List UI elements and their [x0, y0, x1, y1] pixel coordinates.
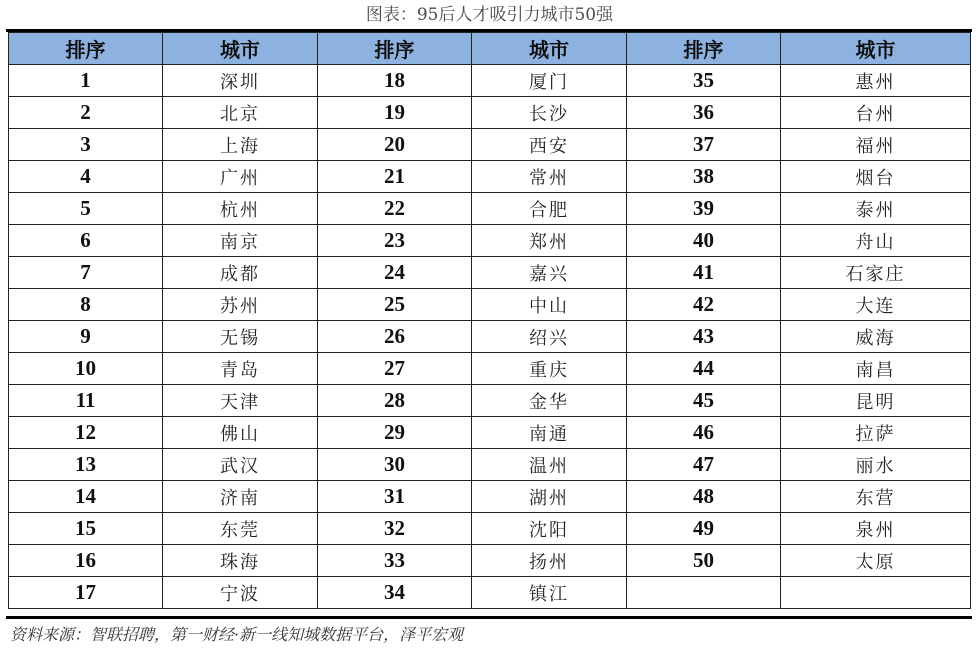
city-cell: 合肥 — [472, 193, 627, 225]
city-cell: 南通 — [472, 417, 627, 449]
header-city: 城市 — [163, 33, 318, 65]
city-cell: 东莞 — [163, 513, 318, 545]
rank-cell: 17 — [9, 577, 163, 609]
rank-cell: 42 — [627, 289, 781, 321]
city-cell: 拉萨 — [781, 417, 971, 449]
table-caption: 图表：95后人才吸引力城市50强 — [365, 5, 614, 25]
table-row — [9, 545, 971, 577]
city-cell: 镇江 — [472, 577, 627, 609]
table-row — [9, 129, 971, 161]
city-cell: 丽水 — [781, 449, 971, 481]
table-row — [9, 65, 971, 97]
city-cell: 青岛 — [163, 353, 318, 385]
city-cell: 太原 — [781, 545, 971, 577]
city-cell: 嘉兴 — [472, 257, 627, 289]
city-cell: 绍兴 — [472, 321, 627, 353]
city-cell — [781, 577, 971, 609]
city-cell: 惠州 — [781, 65, 971, 97]
city-cell: 郑州 — [472, 225, 627, 257]
rank-cell: 3 — [9, 129, 163, 161]
city-cell: 苏州 — [163, 289, 318, 321]
rank-cell: 18 — [318, 65, 472, 97]
source-note: 资料来源：智联招聘，第一财经·新一线知城数据平台，泽平宏观 — [10, 625, 464, 644]
header-city: 城市 — [472, 33, 627, 65]
city-cell: 烟台 — [781, 161, 971, 193]
rank-cell: 30 — [318, 449, 472, 481]
city-cell: 武汉 — [163, 449, 318, 481]
header-city: 城市 — [781, 33, 971, 65]
rank-cell — [627, 577, 781, 609]
table-row — [9, 97, 971, 129]
rank-cell: 34 — [318, 577, 472, 609]
rank-cell: 29 — [318, 417, 472, 449]
table-row — [9, 417, 971, 449]
rank-cell: 35 — [627, 65, 781, 97]
city-cell: 福州 — [781, 129, 971, 161]
rank-cell: 5 — [9, 193, 163, 225]
table-header-row — [9, 33, 971, 65]
table-body — [9, 65, 971, 609]
rank-cell: 32 — [318, 513, 472, 545]
table-row — [9, 513, 971, 545]
rank-cell: 27 — [318, 353, 472, 385]
rank-cell: 26 — [318, 321, 472, 353]
city-cell: 厦门 — [472, 65, 627, 97]
city-cell: 珠海 — [163, 545, 318, 577]
ranking-table — [8, 32, 971, 609]
rank-cell: 19 — [318, 97, 472, 129]
rank-cell: 31 — [318, 481, 472, 513]
city-cell: 沈阳 — [472, 513, 627, 545]
rank-cell: 9 — [9, 321, 163, 353]
rank-cell: 8 — [9, 289, 163, 321]
city-cell: 南京 — [163, 225, 318, 257]
rank-cell: 36 — [627, 97, 781, 129]
city-cell: 台州 — [781, 97, 971, 129]
rank-cell: 28 — [318, 385, 472, 417]
rank-cell: 16 — [9, 545, 163, 577]
city-cell: 威海 — [781, 321, 971, 353]
rank-cell: 4 — [9, 161, 163, 193]
rank-cell: 38 — [627, 161, 781, 193]
city-cell: 金华 — [472, 385, 627, 417]
rank-cell: 46 — [627, 417, 781, 449]
rank-cell: 45 — [627, 385, 781, 417]
city-cell: 东营 — [781, 481, 971, 513]
city-cell: 泰州 — [781, 193, 971, 225]
rank-cell: 43 — [627, 321, 781, 353]
table-row — [9, 225, 971, 257]
rank-cell: 11 — [9, 385, 163, 417]
city-cell: 常州 — [472, 161, 627, 193]
header-rank: 排序 — [627, 33, 781, 65]
city-cell: 长沙 — [472, 97, 627, 129]
header-rank: 排序 — [318, 33, 472, 65]
table-row — [9, 289, 971, 321]
rank-cell: 24 — [318, 257, 472, 289]
table-row — [9, 161, 971, 193]
city-cell: 石家庄 — [781, 257, 971, 289]
table-row — [9, 257, 971, 289]
table-row — [9, 353, 971, 385]
table-row — [9, 577, 971, 609]
city-cell: 上海 — [163, 129, 318, 161]
table-row — [9, 385, 971, 417]
city-cell: 天津 — [163, 385, 318, 417]
rank-cell: 25 — [318, 289, 472, 321]
rank-cell: 15 — [9, 513, 163, 545]
rank-cell: 20 — [318, 129, 472, 161]
city-cell: 成都 — [163, 257, 318, 289]
rank-cell: 23 — [318, 225, 472, 257]
rank-cell: 2 — [9, 97, 163, 129]
city-cell: 南昌 — [781, 353, 971, 385]
city-cell: 泉州 — [781, 513, 971, 545]
city-cell: 重庆 — [472, 353, 627, 385]
city-cell: 无锡 — [163, 321, 318, 353]
table-row — [9, 193, 971, 225]
rank-cell: 47 — [627, 449, 781, 481]
table-row — [9, 449, 971, 481]
city-cell: 扬州 — [472, 545, 627, 577]
city-cell: 广州 — [163, 161, 318, 193]
city-cell: 西安 — [472, 129, 627, 161]
rank-cell: 40 — [627, 225, 781, 257]
table-row — [9, 321, 971, 353]
rank-cell: 49 — [627, 513, 781, 545]
rank-cell: 14 — [9, 481, 163, 513]
city-cell: 杭州 — [163, 193, 318, 225]
rank-cell: 10 — [9, 353, 163, 385]
rank-cell: 6 — [9, 225, 163, 257]
bottom-rule — [6, 616, 972, 619]
rank-cell: 21 — [318, 161, 472, 193]
city-cell: 济南 — [163, 481, 318, 513]
rank-cell: 33 — [318, 545, 472, 577]
city-cell: 大连 — [781, 289, 971, 321]
rank-cell: 44 — [627, 353, 781, 385]
header-rank: 排序 — [9, 33, 163, 65]
city-cell: 温州 — [472, 449, 627, 481]
city-cell: 中山 — [472, 289, 627, 321]
rank-cell: 50 — [627, 545, 781, 577]
city-cell: 深圳 — [163, 65, 318, 97]
rank-cell: 1 — [9, 65, 163, 97]
rank-cell: 13 — [9, 449, 163, 481]
rank-cell: 39 — [627, 193, 781, 225]
city-cell: 北京 — [163, 97, 318, 129]
city-cell: 宁波 — [163, 577, 318, 609]
rank-cell: 37 — [627, 129, 781, 161]
city-cell: 舟山 — [781, 225, 971, 257]
rank-cell: 48 — [627, 481, 781, 513]
city-cell: 佛山 — [163, 417, 318, 449]
rank-cell: 7 — [9, 257, 163, 289]
rank-cell: 22 — [318, 193, 472, 225]
table-row — [9, 481, 971, 513]
city-cell: 昆明 — [781, 385, 971, 417]
rank-cell: 41 — [627, 257, 781, 289]
city-cell: 湖州 — [472, 481, 627, 513]
rank-cell: 12 — [9, 417, 163, 449]
